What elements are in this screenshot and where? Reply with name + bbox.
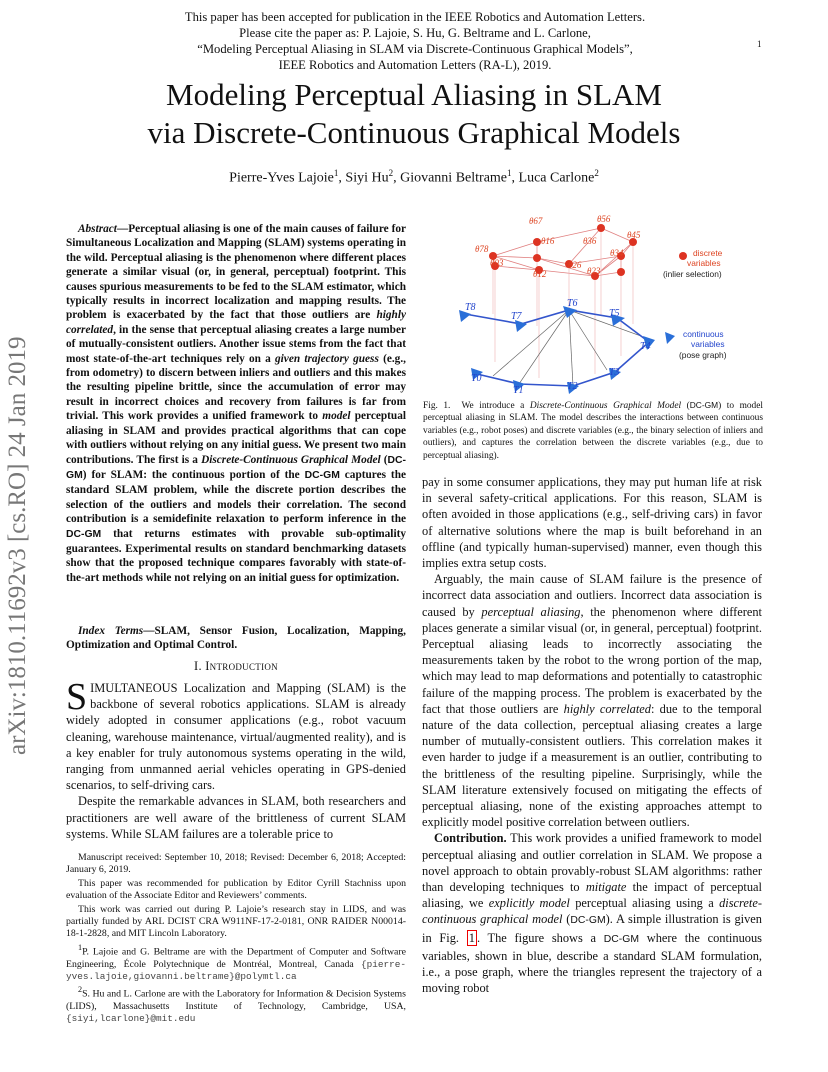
notice-line-1: This paper has been accepted for publication in the IEEE Robotics and Automation Letters.	[184, 10, 646, 24]
abstract-emphasis: given trajectory guess	[275, 352, 379, 365]
pose-nodes	[459, 306, 655, 394]
intro-caps: IMULTANEOUS	[90, 681, 178, 695]
legend-continuous-2: variables	[691, 339, 725, 349]
emphasis: discrete-continuous graphical model	[422, 896, 762, 927]
paragraph	[422, 571, 762, 830]
paragraph-text: This work provides a unified framework to model perceptual aliasing and outlier correlation in SLAM. We propose a novel approach to obtain provably-robust SLAM algorithms: rather than developing techniques to	[422, 831, 762, 895]
page-number: 1	[757, 39, 762, 49]
pose-label: T2	[567, 381, 578, 392]
author-affiliation: 1	[333, 168, 339, 178]
contribution-label: Contribution.	[434, 831, 507, 846]
index-terms	[66, 624, 406, 653]
author-list: Pierre-Yves Lajoie$^1$, Siyi Hu$^2$, Giovanni Beltrame$^1$, Luca Carlone$^2$	[229, 168, 599, 186]
abstract-text: —Perceptual aliasing is one of the main causes of failure for Simultaneous Localization and Mapping (SLAM) systems operating in the wild. Perceptual aliasing is the phenomenon where different places generate a similar visual (or, in general, perceptual) footprint. This causes spurious measurements to be fed to the SLAM estimator, which typically results in incorrect localization and mapping results. The problem is exacerbated by the fact that those outliers are	[66, 223, 406, 322]
abstract-emphasis: highly correlated	[66, 309, 406, 336]
theta-label: θ26	[568, 260, 582, 270]
paragraph-text: . The figure shows a	[476, 930, 597, 945]
footnote: Manuscript received: September 10, 2018; Revised: December 6, 2018; Accepted: January 6, 2019.	[66, 852, 406, 876]
paragraph-text: , the phenomenon where different places generate a similar visual (or, in general, perceptual) footprint. Perceptual aliasing leads to incorrectly associating the measurements taken by the robot to the wrong portion of the map, which may lead to map deformations and potentially to catastrophic failure of the mapping process. The problem is exacerbated by the fact that those outliers are	[422, 604, 762, 716]
emphasis: highly correlated	[563, 701, 651, 716]
email-link[interactable]: {siyi,lcarlone}@mit.edu	[66, 1013, 196, 1025]
legend-discrete-1: discrete	[693, 248, 723, 258]
notice-line-4: IEEE Robotics and Automation Letters (RA-L), 2019.	[278, 58, 552, 72]
legend-continuous-1: continuous	[683, 329, 724, 339]
footnote-text: P. Lajoie and G. Beltrame are with the Department of Computer and Software Engineering, École Polytechnique de Montréal, Montreal, Canada	[66, 946, 406, 970]
theta-label: θ16	[541, 236, 555, 246]
abstract-emphasis: Discrete-Continuous Graphical Model	[201, 453, 381, 466]
abstract	[66, 222, 406, 585]
abbr-dcgm: DC-GM	[570, 915, 606, 927]
abbr-dcgm: DC-GM	[603, 933, 640, 945]
pose-label: T0	[471, 373, 482, 384]
index-terms-label: Index Terms	[78, 625, 144, 637]
email-link[interactable]: {pierre-yves.lajoie,giovanni.beltrame}@polymtl.ca	[66, 958, 406, 982]
title-line-2: via Discrete-Continuous Graphical Models	[147, 115, 681, 150]
drop-cap: S	[66, 676, 88, 718]
figure-1-diagram	[421, 206, 801, 400]
emphasis: mitigate	[585, 880, 627, 895]
theta-label: θ03	[490, 258, 504, 268]
figure-ref-link[interactable]: 1	[468, 930, 475, 945]
abstract-emphasis: model	[322, 410, 351, 423]
pose-label: T1	[513, 385, 524, 396]
figure-1-caption	[423, 399, 763, 462]
section-heading	[66, 659, 406, 674]
paragraph	[422, 830, 762, 996]
footnote: This paper was recommended for publication by Editor Cyrill Stachniss upon evaluation of the Associate Editor and Reviewers’ comments.	[66, 877, 406, 902]
theta-label: θ23	[587, 266, 601, 276]
footnote-mark: 1	[78, 942, 83, 952]
abstract-text: (e.g., from odometry) to discern between inliers and outliers and this makes the resulting pipeline brittle, since the accumulation of error may result in incorrect choices and recovery from failures is far from trivial. This work provides a unified framework to	[66, 352, 406, 423]
theta-label: θ78	[475, 244, 489, 254]
pose-label: T3	[609, 367, 620, 378]
footnotes	[66, 852, 406, 1027]
abstract-text: perceptual aliasing in SLAM and provides practical algorithms that can cope with outliers without relying on any initial guess. We present two main contributions. The first is a	[66, 410, 406, 466]
section-title: Introduction	[205, 659, 278, 673]
pose-label: T4	[640, 341, 651, 352]
theta-label: θ45	[627, 230, 641, 240]
emphasis: perceptual aliasing	[481, 604, 581, 619]
caption-emphasis: Discrete-Continuous Graphical Model	[529, 401, 682, 411]
author-name: Luca Carlone	[518, 170, 595, 186]
abbr-dcgm: DC-GM	[304, 469, 340, 481]
theta-label: θ67	[529, 216, 543, 226]
pose-label: T7	[511, 311, 522, 322]
footnote: This work was carried out during P. Lajoie’s research stay in LIDS, and was partially funded by ARL DCIST CRA W911NF-17-2-0181, ONR RAIDER N00014-18-1-2828, and MIT Lincoln Laboratory.	[66, 903, 406, 940]
section-number: I.	[194, 659, 202, 673]
notice-line-2: Please cite the paper as: P. Lajoie, S. Hu, G. Beltrame and L. Carlone,	[239, 26, 591, 40]
paragraph-text: perceptual aliasing using a	[569, 896, 714, 911]
pose-label: T6	[567, 298, 578, 309]
abstract-text: , in the sense that perceptual aliasing creates a large number of mutually-consistent outliers. Another issue stems from the fact that most state-of-the-art techniques rely on a	[66, 323, 406, 365]
notice-line-3: “Modeling Perceptual Aliasing in SLAM via Discrete-Continuous Graphical Models”,	[197, 42, 633, 56]
abstract-text: (	[380, 453, 388, 466]
paragraph-text: Arguably, the main cause of SLAM failure is the presence of incorrect data association and outliers. Incorrect data association is caused by	[422, 572, 762, 619]
paragraph-text: where the continuous variables, shown in blue, describe a standard SLAM formulation, i.e., a pose graph, where the triangles represent the trajectory of a moving robot	[422, 930, 762, 996]
abbr-dcgm: DC-GM	[66, 528, 102, 540]
footnote	[66, 942, 406, 983]
legend-continuous-3: (pose graph)	[679, 350, 727, 360]
legend-continuous-marker	[665, 332, 675, 344]
caption-text: ) to model perceptual aliasing in SLAM. The model describes the interactions between continuous variables (e.g., robot poses) and discrete variables (e.g., the binary selection of inliers and outliers), and captures the correlation between the discrete variables (e.g., due to perceptual aliasing).	[423, 401, 764, 461]
abstract-text: captures the standard SLAM problem, while the discrete portion describes the selection of the outliers and models their correlation. The second contribution is a semidefinite relaxation to perform inference in the	[66, 468, 406, 526]
footnote-mark: 2	[78, 985, 83, 995]
theta-label: θ34	[610, 248, 624, 258]
odometry-edges	[465, 310, 649, 386]
author-affiliation: 2	[388, 168, 394, 178]
acceptance-notice	[110, 9, 720, 73]
paragraph-text: the impact of perceptual aliasing, we	[422, 880, 762, 911]
abbr-dcgm: DC-GM	[689, 400, 719, 410]
caption-text: (	[681, 401, 690, 411]
legend-discrete-marker	[679, 252, 687, 260]
legend-discrete-3: (inlier selection)	[663, 269, 722, 279]
theta-label: θ12	[533, 269, 547, 279]
author-affiliation: 1	[507, 168, 512, 178]
intro-text	[66, 676, 406, 842]
pose-label: T5	[609, 308, 620, 319]
right-column-text	[422, 474, 762, 997]
caption-text: We introduce a	[461, 401, 525, 411]
paragraph-text: ). A simple illustration is given in Fig.	[422, 912, 762, 945]
theta-label: θ56	[597, 214, 611, 224]
author-name: Giovanni Beltrame	[400, 170, 508, 186]
arxiv-stamp: arXiv:1810.11692v3 [cs.RO] 24 Jan 2019	[4, 336, 31, 755]
abstract-text: ) for SLAM: the continuous portion of the	[82, 468, 300, 481]
caption-label: Fig. 1.	[423, 401, 451, 411]
author-name: Siyi Hu	[345, 170, 389, 186]
paragraph: pay in some consumer applications, they may put human life at risk in several safety-critical applications. For this reason, SLAM is often avoided in those applications (e.g., self-driving cars) in favor of alternative solutions where the map is built beforehand in an offline (and typically human-supervised) manner, even though this implies extra setup costs.	[422, 475, 762, 571]
intro-paragraph-2: Despite the remarkable advances in SLAM, both researchers and practitioners are well aware of the brittleness of current SLAM systems. While SLAM failures are a tolerable price to	[66, 794, 406, 841]
abstract-label: Abstract	[78, 223, 117, 235]
abstract-text: that returns estimates with provable sub-optimality guarantees. Experimental results on standard benchmarking datasets show that the proposed technique compares favorably with state-of-the-art methods while not relying on an initial guess for optimization.	[66, 527, 406, 584]
theta-label: θ36	[583, 236, 597, 246]
paragraph-text: : due to the temporal nature of the data collection, perceptual aliasing creates a large number of mutually-consistent outliers. This correlation makes it even harder to judge if a measurement is an outlier, contributing to the brittleness of the resulting pipeline. Surprisingly, while the SLAM literature extensively focused on mitigating the effects of perceptual aliasing, none of the existing approaches attempt to explicitly model positive correlation between outliers.	[422, 701, 762, 830]
abbr-dcgm: DC-GM	[66, 454, 406, 481]
index-terms-text: —SLAM, Sensor Fusion, Localization, Mapping, Optimization and Optimal Control.	[66, 625, 406, 652]
title-line-1: Modeling Perceptual Aliasing in SLAM	[166, 77, 662, 112]
intro-paragraph-1: Localization and Mapping (SLAM) is the backbone of several robotics applications. SLAM is already widely adopted in consumer applications (e.g., robot vacuum cleaning, warehouse maintenance, virtual/augmented reality), and is a key enabler for truly autonomous systems operating in the wild, ranging from unmanned aerial vehicles operating in GPS-denied scenarios, to self-driving cars.	[66, 681, 406, 793]
author-name: Pierre-Yves Lajoie	[229, 170, 334, 186]
legend-discrete-2: variables	[687, 258, 721, 268]
emphasis: explicitly model	[488, 896, 570, 911]
pose-label: T8	[465, 302, 476, 313]
author-affiliation: 2	[594, 168, 599, 178]
paper-title	[60, 76, 768, 152]
paragraph-text: (	[562, 912, 571, 927]
footnote-text: S. Hu and L. Carlone are with the Laboratory for Information & Decision Systems (LIDS), Massachusetts Institute of Technology, Cambridge, USA,	[66, 988, 406, 1012]
footnote	[66, 984, 406, 1025]
